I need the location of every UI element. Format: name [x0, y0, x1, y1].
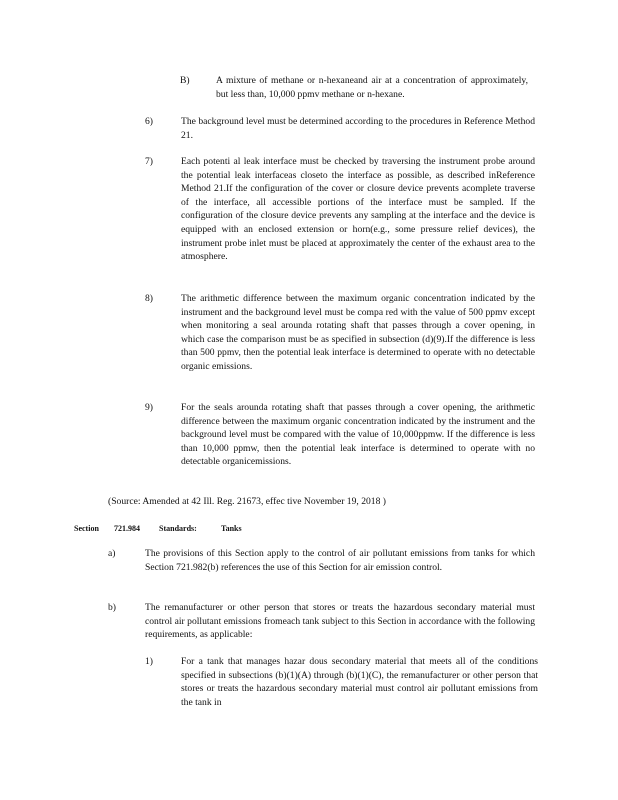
section-item-1 [145, 655, 538, 709]
item-text: The remanufacturer or other person that stores or treats the hazardous secondary material must control air pollutant emissions fromeach tank subject to this Section in accordance with the following requirements, as applicable: [145, 602, 535, 641]
item-label: a) [108, 548, 116, 559]
item-label: 8) [145, 293, 153, 304]
item-label: B) [180, 75, 190, 86]
section-number: 721.984 [114, 524, 140, 533]
item-label: 9) [145, 402, 153, 413]
item-label: 6) [145, 116, 153, 127]
item-text: The background level must be determined according to the procedures in Reference Method 21. [181, 116, 535, 141]
item-text: For a tank that manages hazar dous secondary material that meets all of the conditions specified in subsections (b)(1)(A) through (b)(1)(C), the remanufacturer or other person that stores or treats the hazardous secondary material must control air pollutant emissions from the tank in [181, 656, 538, 708]
section-title: Tanks [221, 524, 242, 533]
item-9 [145, 401, 535, 469]
item-text: The provisions of this Section apply to the control of air pollutant emissions from tanks for which Section 721.982(b) references the use of this Section for air emission control. [145, 548, 535, 573]
item-text: A mixture of methane or n-hexaneand air at a concentration of approximately, but less than, 10,000 ppmv methane or n-hexane. [216, 75, 528, 100]
section-word: Section [74, 524, 99, 533]
section-item-a [108, 547, 535, 574]
subitem-b [180, 74, 528, 101]
item-6 [145, 115, 535, 142]
source-note: (Source: Amended at 42 Ill. Reg. 21673, effec tive November 19, 2018 ) [108, 496, 386, 507]
item-text: For the seals arounda rotating shaft that passes through a cover opening, the arithmetic difference between the maximum organic concentration indicated by the instrument and the background level must be compared with the value of 10,000ppmw. If the difference is less than 10,000 ppmw, then the potential leak interface is determined to operate with no detectable organicemissions. [181, 402, 535, 468]
item-7 [145, 155, 535, 264]
item-text: The arithmetic difference between the maximum organic concentration indicated by the instrument and the background level must be compa red with the value of 500 ppmv except when monitoring a seal arounda rotating shaft that passes through a cover opening, in which case the comparison must be as specified in subsection (d)(9).If the difference is less than 500 ppmv, then the potential leak interface is determined to operate with no detectable organic emissions. [181, 293, 535, 372]
item-label: 1) [145, 656, 153, 667]
section-title-label: Standards: [159, 524, 197, 533]
item-text: Each potenti al leak interface must be checked by traversing the instrument probe around the potential leak interfaceas closeto the interface as possible, as described inReference Method 21.If the configuration of the cover or closure device prevents acomplete traverse of the interface, all accessible portions of the interface must be sampled. If the configuration of the closure device prevents any sampling at the interface and the device is equipped with an enclosed extension or horn(e.g., some pressure relief devices), the instrument probe inlet must be placed at approximately the center of the exhaust area to the atmosphere. [181, 156, 535, 263]
item-label: b) [108, 602, 116, 613]
item-label: 7) [145, 156, 153, 167]
section-item-b [108, 601, 535, 642]
section-heading [74, 524, 242, 533]
item-8 [145, 292, 535, 374]
